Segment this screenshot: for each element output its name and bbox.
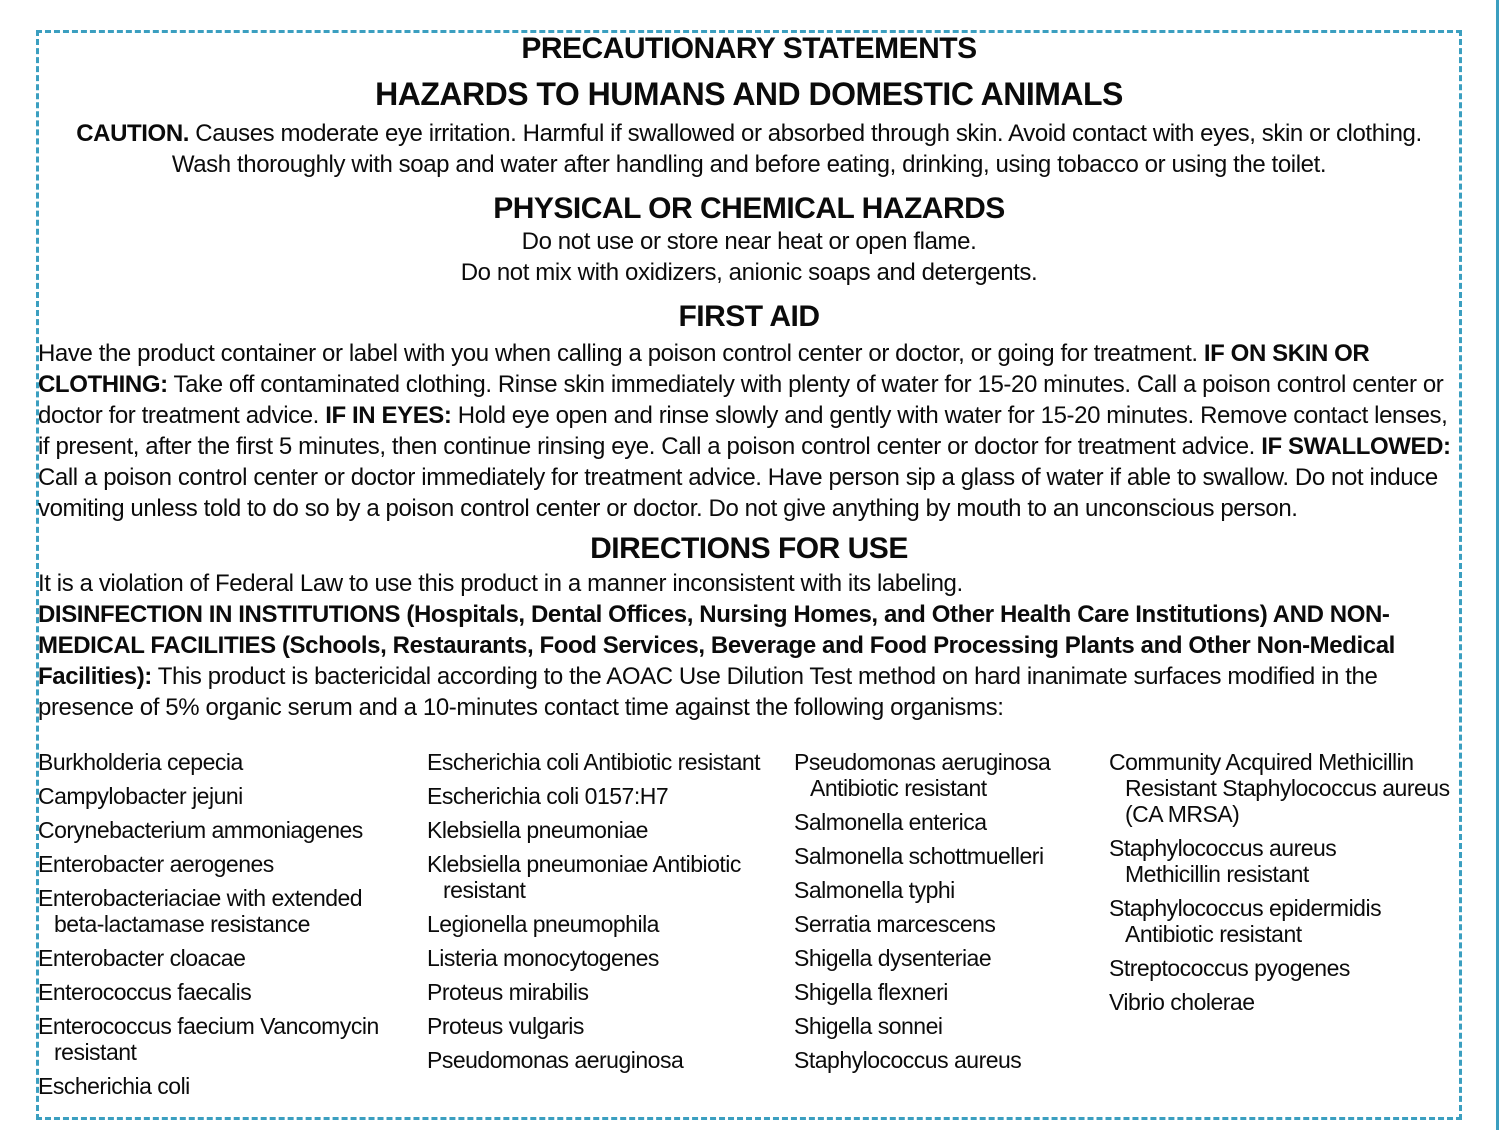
title-precautionary-statements: PRECAUTIONARY STATEMENTS [521,32,977,65]
organism-item [427,1047,794,1073]
organism-list [38,749,1460,1107]
organism-item [794,1047,1109,1073]
text-segment: Causes moderate eye irritation. Harmful if swallowed or absorbed through skin. Avoid contact with eyes, skin or clothing. Wash thoroughly with soap and water after handling and before eating, drinking, using tobacco or using the toilet. [171,120,1422,178]
organism-name-line: Klebsiella pneumoniae Antibiotic [427,851,741,877]
organism-name-line: Vibrio cholerae [1109,989,1255,1015]
organism-name-line: Escherichia coli [38,1073,190,1099]
bold-text-segment: IF IN EYES: [325,402,452,429]
organism-item [427,783,794,809]
organism-item [427,945,794,971]
section-title-directions-for-use: DIRECTIONS FOR USE [590,532,908,565]
organism-name-line: Salmonella enterica [794,809,987,835]
organism-name-line: Enterococcus faecalis [38,979,252,1005]
organism-item [38,851,427,877]
organism-name-line: Legionella pneumophila [427,911,659,937]
organism-item [794,809,1109,835]
organism-name-line: Enterococcus faecium Vancomycin [38,1013,379,1039]
organism-item [1109,955,1460,981]
organism-item [38,979,427,1005]
organism-name-line: Staphylococcus aureus [1109,835,1337,861]
organism-name-line: Staphylococcus epidermidis [1109,895,1382,921]
title-hazards-humans-animals: HAZARDS TO HUMANS AND DOMESTIC ANIMALS [375,76,1123,112]
physical-hazard-line-2: Do not mix with oxidizers, anionic soaps and detergents. [460,259,1038,286]
section-title-physical-chemical-hazards: PHYSICAL OR CHEMICAL HAZARDS [493,192,1005,225]
organism-item [38,945,427,971]
organism-name-line: Salmonella schottmuelleri [794,843,1044,869]
organism-item [794,911,1109,937]
organism-name-line: Escherichia coli 0157:H7 [427,783,669,809]
text-segment: This product is bactericidal according to the AOAC Use Dilution Test method on hard inanimate surfaces modified in the presence of 5% organic serum and a 10-minutes contact time against the following organisms: [38,663,1378,721]
organism-name-continuation: (CA MRSA) [1125,801,1240,827]
organism-name-line: Escherichia coli Antibiotic resistant [427,749,761,775]
organism-name-line: Klebsiella pneumoniae [427,817,648,843]
organism-item [1109,749,1460,827]
organism-item [794,979,1109,1005]
physical-hazard-line-1: Do not use or store near heat or open flame. [521,228,977,255]
organism-name-line: Corynebacterium ammoniagenes [38,817,363,843]
organism-name-line: Staphylococcus aureus [794,1047,1022,1073]
organism-name-continuation: resistant [54,1039,137,1065]
organism-item [794,843,1109,869]
organism-name-line: Enterobacteriaciae with extended [38,885,363,911]
section-title-first-aid: FIRST AID [678,300,820,333]
organism-name-line: Streptococcus pyogenes [1109,955,1350,981]
organism-item [38,885,427,937]
organism-item [1109,989,1460,1015]
organism-item [38,749,427,775]
text-segment: Have the product container or label with you when calling a poison control center or doctor, or going for treatment. [38,340,1204,367]
organism-name-continuation: resistant [443,877,526,903]
bold-text-segment: CAUTION. [76,120,190,147]
text-segment: Hold eye open and rinse slowly and gently with water for 15-20 minutes. Remove contact lenses, if present, after the first 5 minutes, then continue rinsing eye. Call a poison control center or doctor for treatment advice. [38,402,1448,460]
caution-paragraph [48,118,1450,180]
text-segment: Take off contaminated clothing. Rinse skin immediately with plenty of water for 15-20 minutes. Call a poison control center or doctor for treatment advice. [38,371,1444,429]
bold-text-segment: IF SWALLOWED: [1261,433,1451,460]
organism-item [427,749,794,775]
organism-name-line: Enterobacter cloacae [38,945,246,971]
organism-item [38,783,427,809]
organism-name-line: Serratia marcescens [794,911,996,937]
organism-name-line: Proteus mirabilis [427,979,589,1005]
organism-name-line: Community Acquired Methicillin [1109,749,1414,775]
organism-item [427,817,794,843]
text-segment: Call a poison control center or doctor immediately for treatment advice. Have person sip a glass of water if able to swallow. Do not induce vomiting unless told to do so by a poison control center or doctor. Do not give anything by mouth to an unconscious person. [38,464,1438,522]
organism-name-line: Campylobacter jejuni [38,783,243,809]
organism-name-continuation: Antibiotic resistant [1125,921,1302,947]
organism-item [1109,895,1460,947]
organism-item [38,817,427,843]
organism-item [38,1013,427,1065]
organism-name-line: Listeria monocytogenes [427,945,659,971]
organism-item [794,1013,1109,1039]
organism-item [794,945,1109,971]
organism-name-line: Shigella flexneri [794,979,948,1005]
organism-name-line: Salmonella typhi [794,877,955,903]
label-content [36,30,1462,1107]
bold-text-segment: DISINFECTION IN INSTITUTIONS (Hospitals, Dental Offices, Nursing Homes, and Other Health Care Institutions) AND NON-MEDICAL FACILITIES (Schools, Restaurants, Food Services, Beverage and Food Processing Plants and Other Non-Medical Facilities): [38,601,1395,690]
organism-column-3 [794,749,1109,1107]
organism-name-line: Enterobacter aerogenes [38,851,274,877]
organism-item [794,877,1109,903]
organism-item [427,911,794,937]
organism-column-1 [38,749,427,1107]
organism-name-continuation: Antibiotic resistant [810,775,987,801]
organism-name-line: Pseudomonas aeruginosa [794,749,1051,775]
organism-item [1109,835,1460,887]
organism-name-line: Shigella dysenteriae [794,945,992,971]
organism-name-line: Burkholderia cepecia [38,749,243,775]
organism-column-4 [1109,749,1460,1107]
disinfection-paragraph [38,599,1460,723]
first-aid-paragraph [38,338,1460,524]
organism-name-continuation: beta-lactamase resistance [54,911,310,937]
organism-item [427,1013,794,1039]
organism-item [427,979,794,1005]
organism-item [427,851,794,903]
organism-column-2 [427,749,794,1107]
organism-name-continuation: Methicillin resistant [1125,861,1309,887]
organism-name-line: Proteus vulgaris [427,1013,584,1039]
organism-name-line: Pseudomonas aeruginosa [427,1047,684,1073]
bold-text-segment: IF ON SKIN OR CLOTHING: [38,340,1370,398]
organism-item [38,1073,427,1099]
page-edge-line [1496,0,1499,1130]
organism-item [794,749,1109,801]
organism-name-continuation: Resistant Staphylococcus aureus [1125,775,1450,801]
organism-name-line: Shigella sonnei [794,1013,943,1039]
violation-statement: It is a violation of Federal Law to use this product in a manner inconsistent with its labeling. [38,570,963,597]
